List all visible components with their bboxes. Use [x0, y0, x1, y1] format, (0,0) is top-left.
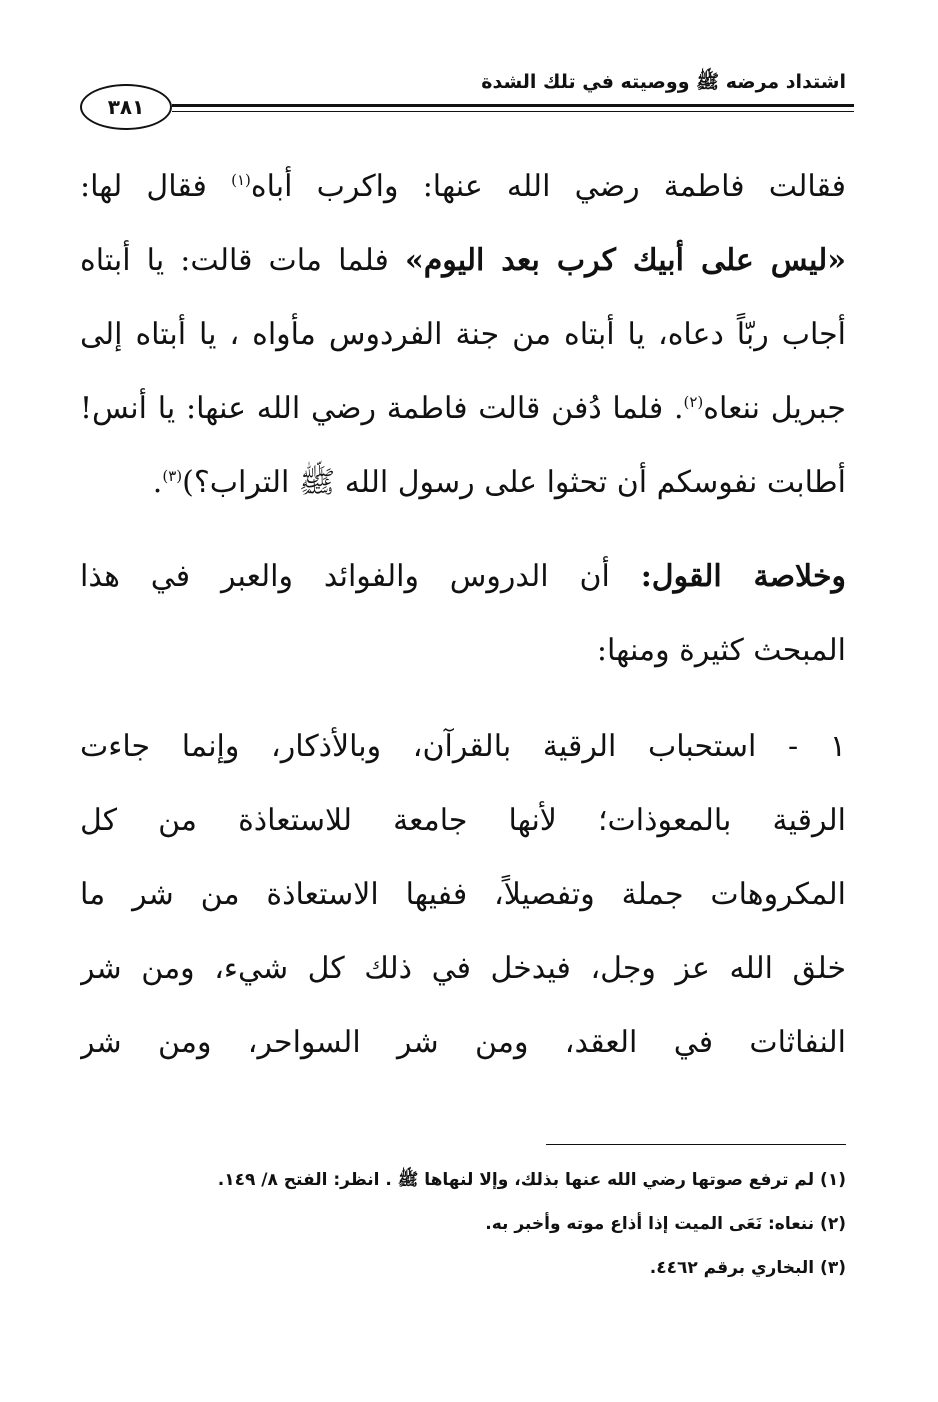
paragraph-lesson-1 — [80, 710, 846, 1080]
text-line — [80, 540, 846, 614]
footnote-1: (١) لم ترفع صوتها رضي الله عنها بذلك، وإلا لنهاها ﷺ . انظر: الفتح ٨/ ١٤٩. — [217, 1170, 846, 1190]
text-line — [80, 372, 846, 446]
text-run: فقال لها: — [80, 169, 232, 204]
text-run: أن الدروس والفوائد والعبر في هذا — [80, 559, 641, 594]
text-line — [80, 932, 846, 1006]
text-line — [80, 858, 846, 932]
text-run: ١ - استحباب الرقية بالقرآن، وبالأذكار، وإنما جاءت — [80, 729, 846, 764]
text-run: المبحث كثيرة ومنها: — [596, 633, 846, 668]
text-run: أجاب ربّاً دعاه، يا أبتاه من جنة الفردوس مأواه ، يا أبتاه إلى — [80, 317, 846, 352]
footnote-ref: (٢) — [683, 393, 704, 411]
text-run: فقالت فاطمة رضي الله عنها: واكرب أباه — [250, 169, 846, 204]
page-number: ٣٨١ — [80, 84, 172, 130]
text-line — [80, 298, 846, 372]
text-line — [80, 1006, 846, 1080]
text-run: . فلما دُفن قالت فاطمة رضي الله عنها: يا أنس! — [80, 391, 684, 426]
summary-heading: وخلاصة القول: — [640, 559, 846, 594]
text-run: أطابت نفوسكم أن تحثوا على رسول الله ﷺ التراب؟) — [182, 465, 846, 500]
header-rule-thin — [172, 111, 854, 112]
text-run: . — [152, 465, 163, 500]
text-run: الرقية بالمعوذات؛ لأنها جامعة للاستعاذة من كل — [80, 803, 846, 838]
text-run: النفاثات في العقد، ومن شر السواحر، ومن شر — [80, 1025, 846, 1060]
text-line — [80, 784, 846, 858]
text-line — [80, 224, 846, 298]
hadith-quote: «ليس على أبيك كرب بعد اليوم» — [404, 243, 846, 278]
text-run: المكروهات جملة وتفصيلاً، ففيها الاستعاذة من شر ما — [80, 877, 846, 912]
running-header: اشتداد مرضه ﷺ ووصيته في تلك الشدة — [481, 71, 846, 93]
footnote-separator — [546, 1144, 846, 1145]
text-line — [80, 446, 846, 520]
footnote-ref: (٣) — [162, 467, 183, 485]
footnote-ref: (١) — [231, 171, 251, 189]
footnote-2: (٢) ننعاه: نَعَى الميت إذا أذاع موته وأخبر به. — [485, 1214, 846, 1234]
footnotes — [80, 1158, 846, 1290]
text-run: فلما مات قالت: يا أبتاه — [80, 243, 405, 278]
paragraph-narration — [80, 150, 846, 520]
text-run: خلق الله عز وجل، فيدخل في ذلك كل شيء، ومن شر — [80, 951, 846, 986]
paragraph-summary — [80, 540, 846, 688]
text-line — [80, 710, 846, 784]
text-run: جبريل ننعاه — [703, 391, 846, 426]
text-line — [80, 150, 846, 224]
footnote-3: (٣) البخاري برقم ٤٤٦٢. — [649, 1258, 846, 1278]
text-line — [80, 614, 846, 688]
header-rule — [172, 104, 854, 107]
